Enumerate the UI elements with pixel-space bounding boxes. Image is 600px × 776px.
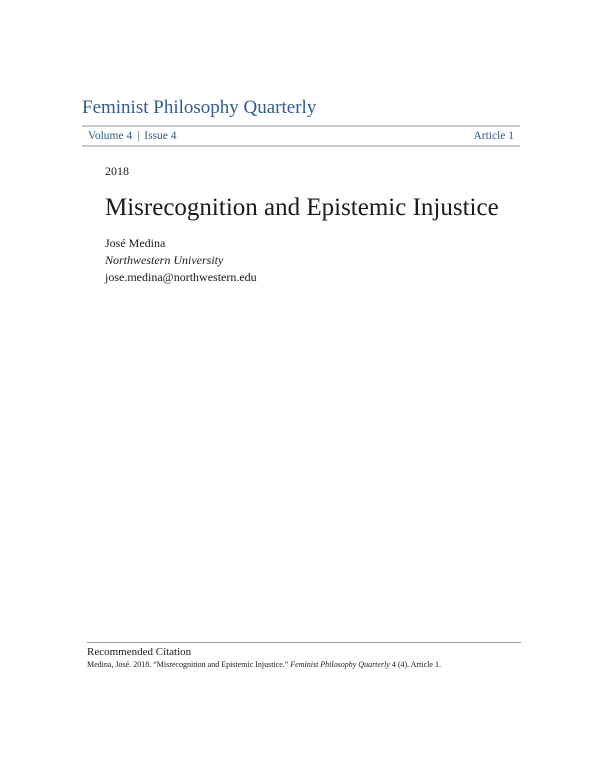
volume-issue [88, 130, 177, 142]
author-name: José Medina [105, 236, 166, 250]
volume-link[interactable]: Volume 4 [88, 130, 133, 142]
volume-issue-separator: | [137, 130, 140, 142]
citation-heading: Recommended Citation [87, 646, 192, 658]
citation-text-before: Medina, José. 2018. “Misrecognition and Epistemic Injustice.” [87, 660, 291, 669]
journal-header [82, 96, 520, 147]
issue-bar [82, 127, 520, 145]
author-email-link[interactable]: jose.medina@northwestern.edu [105, 270, 257, 284]
publication-year: 2018 [105, 164, 129, 178]
article-number [473, 130, 514, 142]
citation-rule [87, 642, 521, 643]
author-affiliation: Northwestern University [105, 253, 224, 267]
header-bottom-rule [82, 145, 520, 147]
issue-link[interactable]: Issue 4 [144, 130, 177, 142]
author-block [105, 235, 257, 286]
citation-text [87, 659, 521, 671]
journal-title-link[interactable]: Feminist Philosophy Quarterly [82, 97, 317, 118]
recommended-citation [87, 642, 521, 671]
article-number-link[interactable]: Article 1 [473, 130, 514, 142]
article-title: Misrecognition and Epistemic Injustice [105, 194, 499, 221]
citation-journal: Feminist Philosophy Quarterly [290, 660, 390, 669]
citation-text-after: 4 (4). Article 1. [389, 660, 441, 669]
